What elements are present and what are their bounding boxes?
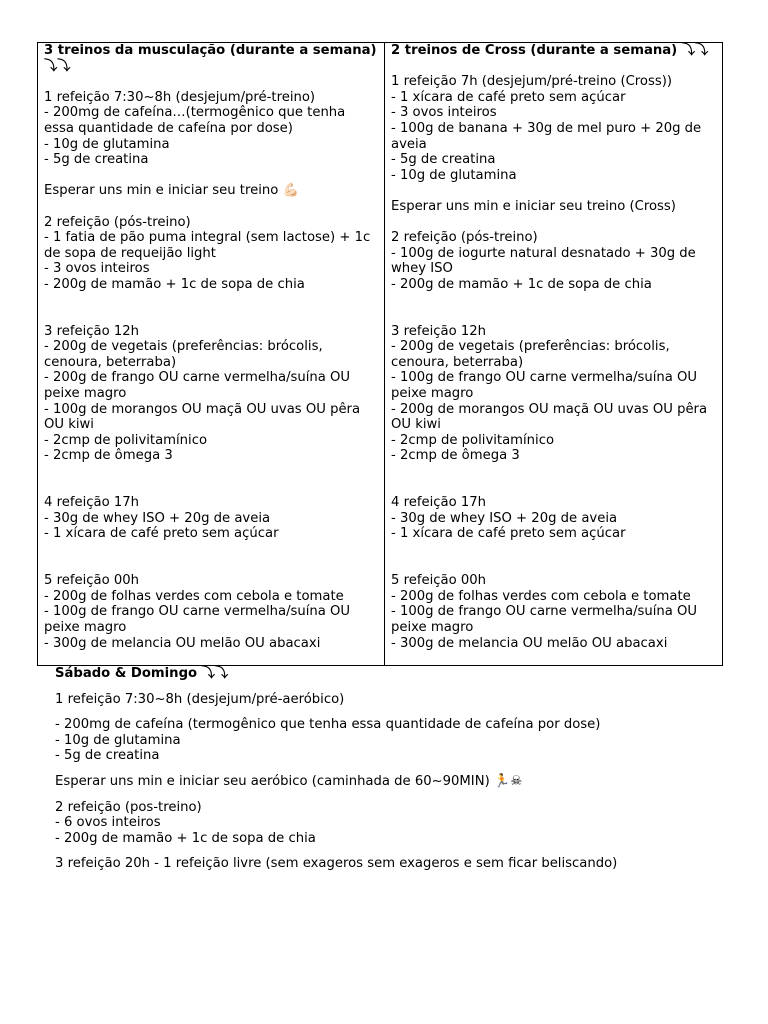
list-item: - 2cmp de ômega 3 [44,448,173,464]
cross-title: 2 treinos de Cross (durante a semana) ⤵⤵ [391,43,709,58]
list-item: - 200g de vegetais (preferências: brócolis, cenoura, beterraba) [44,339,323,370]
list-item: - 30g de whey ISO + 20g de aveia [44,510,271,526]
list-item: - 100g de frango OU carne vermelha/suína OU peixe magro [391,370,698,402]
musculacao-r3-title: 3 refeição 12h [44,323,139,339]
musculacao-title: 3 treinos da musculação (durante a semana) ⤵⤵ [44,43,377,74]
list-item: - 5g de creatina [391,152,496,168]
cross-r5-title: 5 refeição 00h [391,573,486,589]
weekend-section [55,666,735,882]
cross-r1-title: 1 refeição 7h (desjejum/pré-treino (Cross)) [391,74,673,90]
cross-r4-title: 4 refeição 17h [391,495,486,511]
list-item: - 200mg de cafeína (termogênico que tenha essa quantidade de cafeína por dose) [55,717,601,733]
list-item: - 200g de frango OU carne vermelha/suína OU peixe magro [44,370,351,402]
weekend-wait-note: Esperar uns min e iniciar seu aeróbico (caminhada de 60~90MIN) 🏃☠ [55,773,523,789]
list-item: - 10g de glutamina [55,732,181,748]
list-item: - 300g de melancia OU melão OU abacaxi [44,635,321,651]
list-item: - 200g de morangos OU maçã OU uvas OU pêra OU kiwi [391,401,708,433]
weekend-r3: 3 refeição 20h - 1 refeição livre (sem exageros sem exageros e sem ficar beliscando) [55,856,618,872]
list-item: - 5g de creatina [44,152,149,168]
musculacao-column [38,43,385,666]
meal-plan-table [37,42,723,666]
weekend-title: Sábado & Domingo ⤵⤵ [55,666,229,681]
list-item: - 1 xícara de café preto sem açúcar [391,89,626,105]
list-item: - 100g de morangos OU maçã OU uvas OU pêra OU kiwi [44,401,361,433]
list-item: - 300g de melancia OU melão OU abacaxi [391,635,668,651]
list-item: - 200g de vegetais (preferências: brócolis, cenoura, beterraba) [391,339,670,370]
list-item: - 200g de mamão + 1c de sopa de chia [391,276,652,292]
list-item: - 30g de whey ISO + 20g de aveia [391,510,618,526]
cross-r3-title: 3 refeição 12h [391,323,486,339]
list-item: - 100g de iogurte natural desnatado + 30g de whey ISO [391,245,696,277]
list-item: - 200mg de cafeína…(termogênico que tenha essa quantidade de cafeína por dose) [44,105,346,136]
list-item: - 100g de banana + 30g de mel puro + 20g de aveia [391,120,702,152]
list-item: - 200g de mamão + 1c de sopa de chia [55,830,316,846]
list-item: - 200g de folhas verdes com cebola e tomate [44,588,344,604]
weekend-r2-title: 2 refeição (pos-treino) [55,799,202,815]
cross-wait-note: Esperar uns min e iniciar seu treino (Cross) [391,198,676,214]
list-item: - 3 ovos inteiros [44,261,150,277]
list-item: - 1 fatia de pão puma integral (sem lactose) + 1c de sopa de requeijão light [44,230,371,261]
musculacao-r2-title: 2 refeição (pós-treino) [44,214,191,230]
musculacao-wait-note: Esperar uns min e iniciar seu treino 💪🏻 [44,183,299,199]
list-item: - 10g de glutamina [391,167,517,183]
list-item: - 100g de frango OU carne vermelha/suína OU peixe magro [391,604,698,635]
list-item: - 1 xícara de café preto sem açúcar [44,526,279,542]
list-item: - 2cmp de ômega 3 [391,448,520,464]
list-item: - 2cmp de polivitamínico [391,432,555,448]
list-item: - 10g de glutamina [44,136,170,152]
list-item: - 100g de frango OU carne vermelha/suína OU peixe magro [44,604,351,635]
cross-r2-title: 2 refeição (pós-treino) [391,230,538,246]
list-item: - 2cmp de polivitamínico [44,432,208,448]
list-item: - 1 xícara de café preto sem açúcar [391,526,626,542]
list-item: - 6 ovos inteiros [55,815,161,831]
weekend-r1-title: 1 refeição 7:30~8h (desjejum/pré-aeróbico) [55,691,345,707]
musculacao-r4-title: 4 refeição 17h [44,495,139,511]
musculacao-r1-title: 1 refeição 7:30~8h (desjejum/pré-treino) [44,89,316,105]
list-item: - 3 ovos inteiros [391,105,497,121]
list-item: - 200g de folhas verdes com cebola e tomate [391,588,691,604]
musculacao-r5-title: 5 refeição 00h [44,573,139,589]
list-item: - 5g de creatina [55,748,160,764]
cross-column [385,43,723,666]
list-item: - 200g de mamão + 1c de sopa de chia [44,276,305,292]
